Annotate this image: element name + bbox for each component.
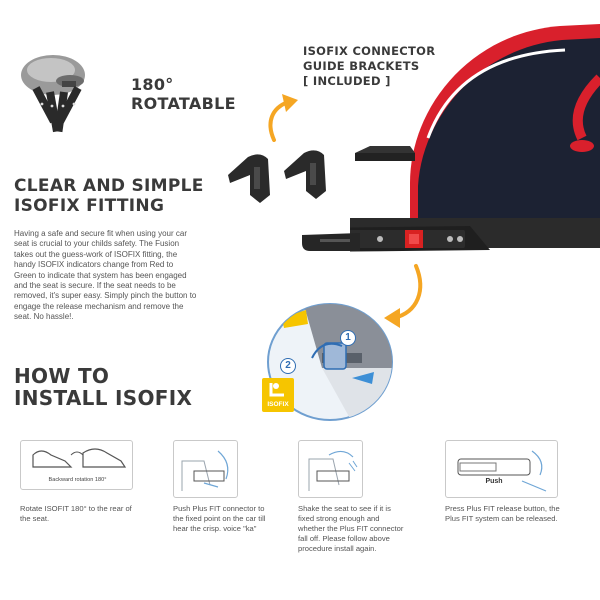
step-1-caption: Backward rotation 180° bbox=[48, 477, 107, 483]
isofix-connector-arm bbox=[300, 225, 360, 255]
arrow-up-to-title-icon bbox=[262, 92, 302, 142]
step-1-image bbox=[20, 440, 133, 490]
guide-title-line3: [ INCLUDED ] bbox=[303, 74, 391, 88]
step-1-text: Rotate ISOFIT 180° to the rear of the seat. bbox=[20, 504, 132, 523]
step-2-text: Push Plus FIT connector to the fixed point on the car till hear the crisp. voice "ka" bbox=[173, 504, 266, 533]
step-4-image bbox=[445, 440, 558, 498]
step-marker-1: 1 bbox=[340, 330, 356, 346]
rotatable-title-line2: ROTATABLE bbox=[131, 94, 236, 113]
step-3-text: Shake the seat to see if it is fixed strong enough and whether the Plus FIT connector fall off. Please follow above procedure install again. bbox=[298, 504, 404, 553]
install-title-line2: INSTALL ISOFIX bbox=[14, 386, 193, 410]
isofix-badge-label: ISOFIX bbox=[267, 401, 289, 408]
install-title bbox=[14, 365, 214, 409]
guide-title-line2: GUIDE BRACKETS bbox=[303, 59, 420, 73]
step-4-push-label: Push bbox=[485, 478, 503, 485]
guide-title-line1: ISOFIX CONNECTOR bbox=[303, 44, 436, 58]
step-marker-2: 2 bbox=[280, 358, 296, 374]
step-2-image bbox=[173, 440, 238, 498]
fitting-title bbox=[14, 176, 204, 216]
rotatable-title-line1: 180° bbox=[131, 75, 174, 94]
rotatable-title bbox=[131, 75, 251, 113]
fitting-title-line2: ISOFIX FITTING bbox=[14, 196, 165, 216]
step-3-image bbox=[298, 440, 363, 498]
seat-pictogram-icon bbox=[262, 379, 294, 401]
car-seat-image bbox=[350, 18, 600, 268]
step-4-text: Press Plus FIT release button, the Plus FIT system can be released. bbox=[445, 504, 560, 523]
install-title-line1: HOW TO bbox=[14, 364, 110, 388]
rotatable-connector-illustration bbox=[8, 48, 128, 138]
isofix-badge bbox=[262, 378, 294, 412]
fitting-title-line1: CLEAR AND SIMPLE bbox=[14, 176, 204, 196]
fitting-description: Having a safe and secure fit when using your car seat is crucial to your childs safety. The Fusion takes out the guess-work of ISOFIX fitting, the handy ISOFIX indicators change from Red to Green to indicate that system has been engaged and the seat is secure. If the seat needs to be removed, it's super easy. Simply pinch the button to engage the release mechanism and remove the seat. No hassle!. bbox=[14, 229, 197, 322]
guide-brackets-image bbox=[220, 145, 340, 215]
